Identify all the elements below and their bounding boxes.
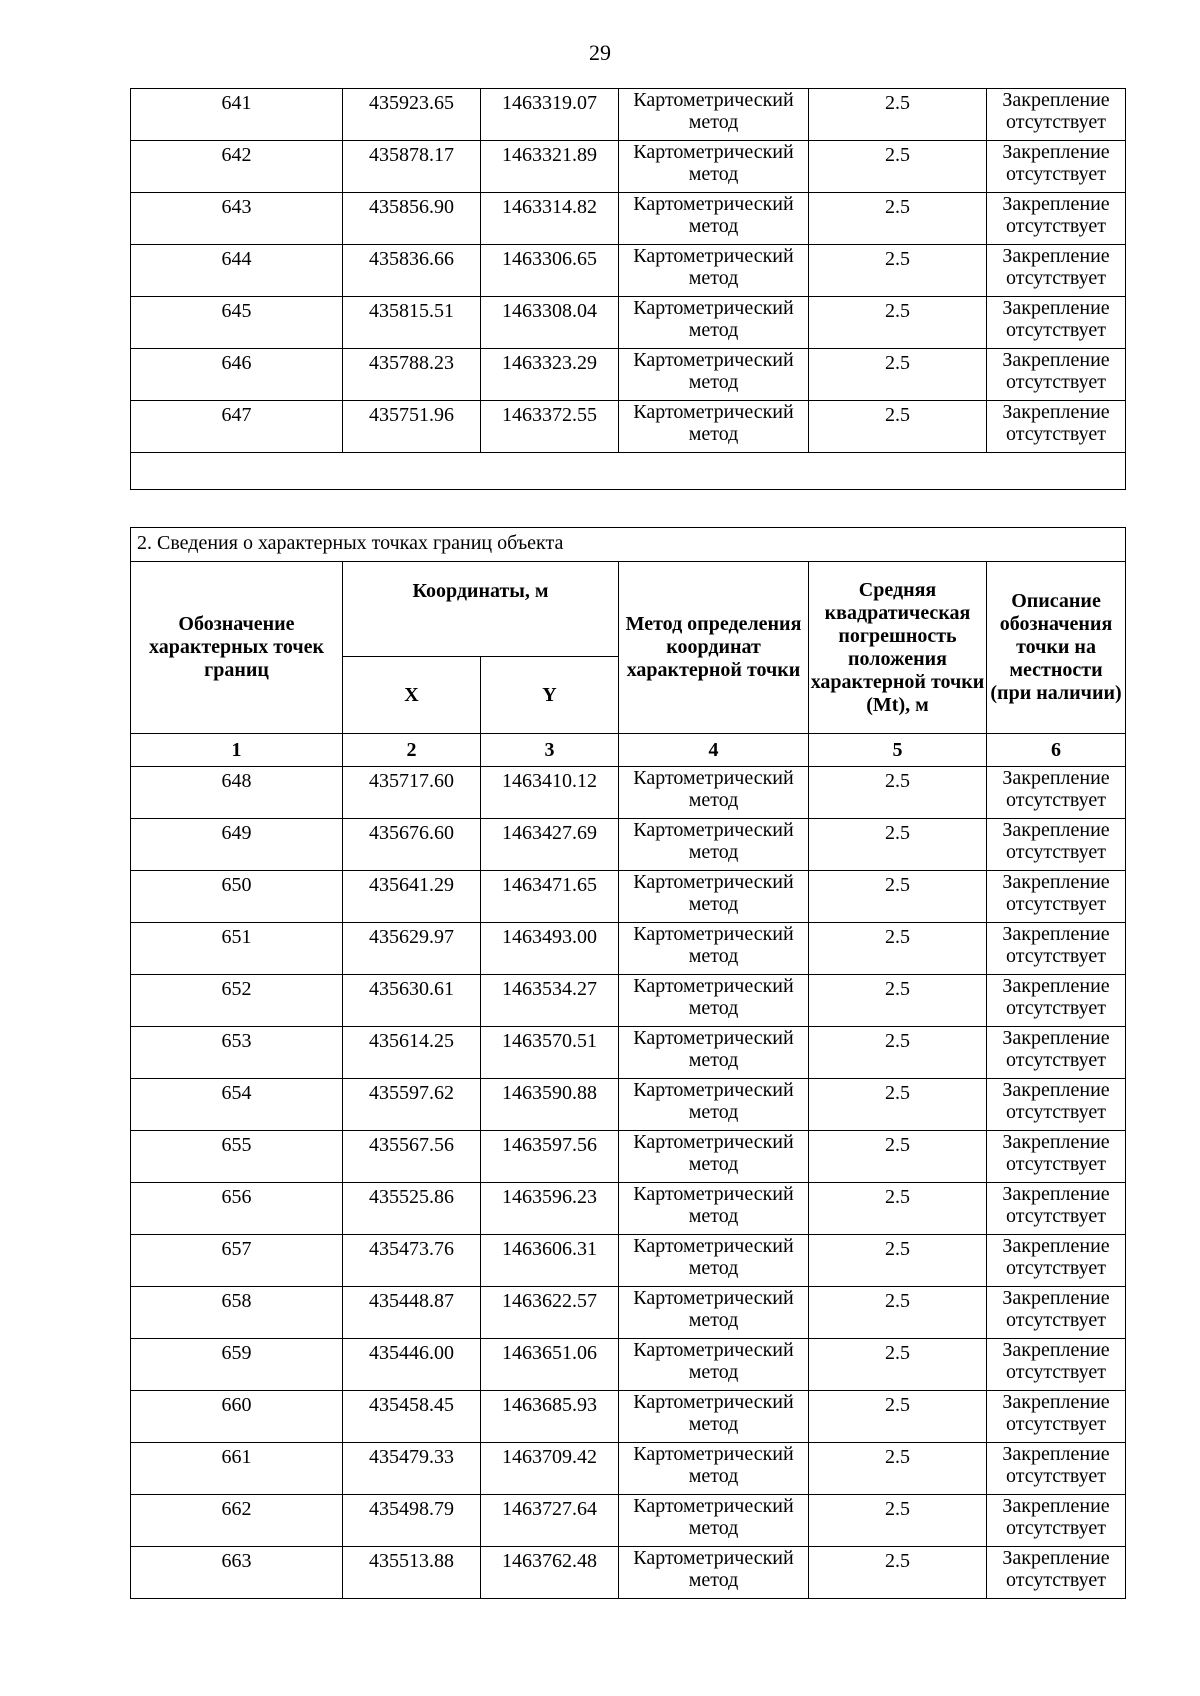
y-coordinate-cell: 1463570.51 [481, 1027, 619, 1079]
y-coordinate-cell: 1463306.65 [481, 245, 619, 297]
description-cell: Закрепление отсутствует [987, 1495, 1126, 1547]
method-cell: Картометрический метод [619, 819, 809, 871]
x-coordinate-cell: 435856.90 [343, 193, 481, 245]
empty-cell [131, 453, 1126, 490]
method-cell: Картометрический метод [619, 141, 809, 193]
description-cell: Закрепление отсутствует [987, 401, 1126, 453]
error-cell: 2.5 [809, 871, 987, 923]
method-cell: Картометрический метод [619, 1495, 809, 1547]
y-coordinate-cell: 1463427.69 [481, 819, 619, 871]
x-coordinate-cell: 435923.65 [343, 89, 481, 141]
header-row [131, 562, 1126, 657]
y-coordinate-cell: 1463597.56 [481, 1131, 619, 1183]
table-row [131, 193, 1126, 245]
description-cell: Закрепление отсутствует [987, 1131, 1126, 1183]
point-id-cell: 658 [131, 1287, 343, 1339]
point-id-cell: 642 [131, 141, 343, 193]
point-id-cell: 647 [131, 401, 343, 453]
y-coordinate-cell: 1463321.89 [481, 141, 619, 193]
table-row [131, 1287, 1126, 1339]
x-coordinate-cell: 435479.33 [343, 1443, 481, 1495]
point-id-cell: 646 [131, 349, 343, 401]
table-row [131, 923, 1126, 975]
method-cell: Картометрический метод [619, 1339, 809, 1391]
column-number: 2 [343, 734, 481, 767]
description-cell: Закрепление отсутствует [987, 349, 1126, 401]
point-id-cell: 648 [131, 767, 343, 819]
point-id-cell: 660 [131, 1391, 343, 1443]
y-coordinate-cell: 1463622.57 [481, 1287, 619, 1339]
section-title-row [131, 528, 1126, 562]
point-id-cell: 644 [131, 245, 343, 297]
error-cell: 2.5 [809, 1391, 987, 1443]
y-coordinate-cell: 1463471.65 [481, 871, 619, 923]
error-cell: 2.5 [809, 819, 987, 871]
method-cell: Картометрический метод [619, 767, 809, 819]
x-coordinate-cell: 435614.25 [343, 1027, 481, 1079]
error-cell: 2.5 [809, 401, 987, 453]
y-coordinate-cell: 1463590.88 [481, 1079, 619, 1131]
x-coordinate-cell: 435717.60 [343, 767, 481, 819]
error-cell: 2.5 [809, 1131, 987, 1183]
point-id-cell: 645 [131, 297, 343, 349]
y-coordinate-cell: 1463606.31 [481, 1235, 619, 1287]
table-row [131, 89, 1126, 141]
error-cell: 2.5 [809, 1495, 987, 1547]
table-row [131, 245, 1126, 297]
x-coordinate-cell: 435597.62 [343, 1079, 481, 1131]
x-coordinate-cell: 435473.76 [343, 1235, 481, 1287]
error-cell: 2.5 [809, 1443, 987, 1495]
method-cell: Картометрический метод [619, 1079, 809, 1131]
point-id-cell: 661 [131, 1443, 343, 1495]
description-cell: Закрепление отсутствует [987, 1287, 1126, 1339]
method-cell: Картометрический метод [619, 975, 809, 1027]
point-id-cell: 662 [131, 1495, 343, 1547]
table-row [131, 1079, 1126, 1131]
column-number: 3 [481, 734, 619, 767]
method-cell: Картометрический метод [619, 245, 809, 297]
point-id-cell: 653 [131, 1027, 343, 1079]
y-coordinate-cell: 1463534.27 [481, 975, 619, 1027]
x-coordinate-cell: 435513.88 [343, 1547, 481, 1599]
method-cell: Картометрический метод [619, 1443, 809, 1495]
column-number: 4 [619, 734, 809, 767]
point-id-cell: 643 [131, 193, 343, 245]
x-coordinate-cell: 435836.66 [343, 245, 481, 297]
table-row [131, 819, 1126, 871]
method-cell: Картометрический метод [619, 349, 809, 401]
table-row [131, 401, 1126, 453]
point-id-cell: 651 [131, 923, 343, 975]
error-cell: 2.5 [809, 1079, 987, 1131]
description-cell: Закрепление отсутствует [987, 819, 1126, 871]
page-number: 29 [589, 40, 611, 65]
header-method: Метод определения координат характерной точки [619, 562, 809, 734]
point-id-cell: 641 [131, 89, 343, 141]
error-cell: 2.5 [809, 975, 987, 1027]
table-row [131, 297, 1126, 349]
column-numbers-row [131, 734, 1126, 767]
x-coordinate-cell: 435815.51 [343, 297, 481, 349]
y-coordinate-cell: 1463762.48 [481, 1547, 619, 1599]
column-number: 5 [809, 734, 987, 767]
y-coordinate-cell: 1463685.93 [481, 1391, 619, 1443]
table-body [131, 767, 1126, 1599]
description-cell: Закрепление отсутствует [987, 1339, 1126, 1391]
error-cell: 2.5 [809, 349, 987, 401]
description-cell: Закрепление отсутствует [987, 193, 1126, 245]
empty-row [131, 453, 1126, 490]
y-coordinate-cell: 1463323.29 [481, 349, 619, 401]
header-y: Y [481, 657, 619, 734]
description-cell: Закрепление отсутствует [987, 767, 1126, 819]
description-cell: Закрепление отсутствует [987, 1027, 1126, 1079]
boundary-points-table [130, 527, 1126, 1599]
error-cell: 2.5 [809, 1027, 987, 1079]
description-cell: Закрепление отсутствует [987, 1391, 1126, 1443]
method-cell: Картометрический метод [619, 923, 809, 975]
x-coordinate-cell: 435641.29 [343, 871, 481, 923]
method-cell: Картометрический метод [619, 1183, 809, 1235]
point-id-cell: 650 [131, 871, 343, 923]
y-coordinate-cell: 1463651.06 [481, 1339, 619, 1391]
description-cell: Закрепление отсутствует [987, 1079, 1126, 1131]
method-cell: Картометрический метод [619, 89, 809, 141]
error-cell: 2.5 [809, 193, 987, 245]
column-number: 1 [131, 734, 343, 767]
description-cell: Закрепление отсутствует [987, 89, 1126, 141]
description-cell: Закрепление отсутствует [987, 923, 1126, 975]
table-row [131, 141, 1126, 193]
table-row [131, 1495, 1126, 1547]
error-cell: 2.5 [809, 1235, 987, 1287]
y-coordinate-cell: 1463372.55 [481, 401, 619, 453]
point-id-cell: 656 [131, 1183, 343, 1235]
y-coordinate-cell: 1463727.64 [481, 1495, 619, 1547]
method-cell: Картометрический метод [619, 1235, 809, 1287]
point-id-cell: 654 [131, 1079, 343, 1131]
x-coordinate-cell: 435498.79 [343, 1495, 481, 1547]
x-coordinate-cell: 435458.45 [343, 1391, 481, 1443]
error-cell: 2.5 [809, 1183, 987, 1235]
coordinates-table-continued [130, 88, 1126, 490]
error-cell: 2.5 [809, 245, 987, 297]
x-coordinate-cell: 435878.17 [343, 141, 481, 193]
y-coordinate-cell: 1463410.12 [481, 767, 619, 819]
point-id-cell: 655 [131, 1131, 343, 1183]
header-x: X [343, 657, 481, 734]
table-row [131, 1027, 1126, 1079]
method-cell: Картометрический метод [619, 1131, 809, 1183]
error-cell: 2.5 [809, 1339, 987, 1391]
table-row [131, 1131, 1126, 1183]
y-coordinate-cell: 1463314.82 [481, 193, 619, 245]
header-description: Описание обозначения точки на местности (при наличии) [987, 562, 1126, 734]
section-title: 2. Сведения о характерных точках границ объекта [131, 528, 1126, 562]
point-id-cell: 652 [131, 975, 343, 1027]
y-coordinate-cell: 1463319.07 [481, 89, 619, 141]
table-row [131, 1443, 1126, 1495]
point-id-cell: 657 [131, 1235, 343, 1287]
error-cell: 2.5 [809, 767, 987, 819]
header-error: Средняя квадратическая погрешность положения характерной точки (Mt), м [809, 562, 987, 734]
error-cell: 2.5 [809, 297, 987, 349]
y-coordinate-cell: 1463596.23 [481, 1183, 619, 1235]
point-id-cell: 649 [131, 819, 343, 871]
method-cell: Картометрический метод [619, 1287, 809, 1339]
y-coordinate-cell: 1463709.42 [481, 1443, 619, 1495]
x-coordinate-cell: 435525.86 [343, 1183, 481, 1235]
error-cell: 2.5 [809, 1287, 987, 1339]
x-coordinate-cell: 435446.00 [343, 1339, 481, 1391]
description-cell: Закрепление отсутствует [987, 141, 1126, 193]
column-number: 6 [987, 734, 1126, 767]
error-cell: 2.5 [809, 923, 987, 975]
header-designation: Обозначение характерных точек границ [131, 562, 343, 734]
method-cell: Картометрический метод [619, 193, 809, 245]
method-cell: Картометрический метод [619, 1027, 809, 1079]
description-cell: Закрепление отсутствует [987, 975, 1126, 1027]
y-coordinate-cell: 1463308.04 [481, 297, 619, 349]
method-cell: Картометрический метод [619, 871, 809, 923]
error-cell: 2.5 [809, 141, 987, 193]
x-coordinate-cell: 435630.61 [343, 975, 481, 1027]
x-coordinate-cell: 435448.87 [343, 1287, 481, 1339]
method-cell: Картометрический метод [619, 401, 809, 453]
description-cell: Закрепление отсутствует [987, 871, 1126, 923]
error-cell: 2.5 [809, 89, 987, 141]
table-body [131, 89, 1126, 453]
table-row [131, 349, 1126, 401]
table-row [131, 1339, 1126, 1391]
table-row [131, 767, 1126, 819]
method-cell: Картометрический метод [619, 1391, 809, 1443]
method-cell: Картометрический метод [619, 1547, 809, 1599]
description-cell: Закрепление отсутствует [987, 1235, 1126, 1287]
table-row [131, 871, 1126, 923]
description-cell: Закрепление отсутствует [987, 1183, 1126, 1235]
x-coordinate-cell: 435751.96 [343, 401, 481, 453]
table-row [131, 975, 1126, 1027]
x-coordinate-cell: 435788.23 [343, 349, 481, 401]
y-coordinate-cell: 1463493.00 [481, 923, 619, 975]
description-cell: Закрепление отсутствует [987, 245, 1126, 297]
method-cell: Картометрический метод [619, 297, 809, 349]
point-id-cell: 659 [131, 1339, 343, 1391]
description-cell: Закрепление отсутствует [987, 1443, 1126, 1495]
header-coordinates: Координаты, м [343, 562, 619, 657]
table-row [131, 1235, 1126, 1287]
table-row [131, 1547, 1126, 1599]
table-row [131, 1391, 1126, 1443]
point-id-cell: 663 [131, 1547, 343, 1599]
description-cell: Закрепление отсутствует [987, 297, 1126, 349]
x-coordinate-cell: 435676.60 [343, 819, 481, 871]
table-row [131, 1183, 1126, 1235]
error-cell: 2.5 [809, 1547, 987, 1599]
description-cell: Закрепление отсутствует [987, 1547, 1126, 1599]
x-coordinate-cell: 435567.56 [343, 1131, 481, 1183]
x-coordinate-cell: 435629.97 [343, 923, 481, 975]
